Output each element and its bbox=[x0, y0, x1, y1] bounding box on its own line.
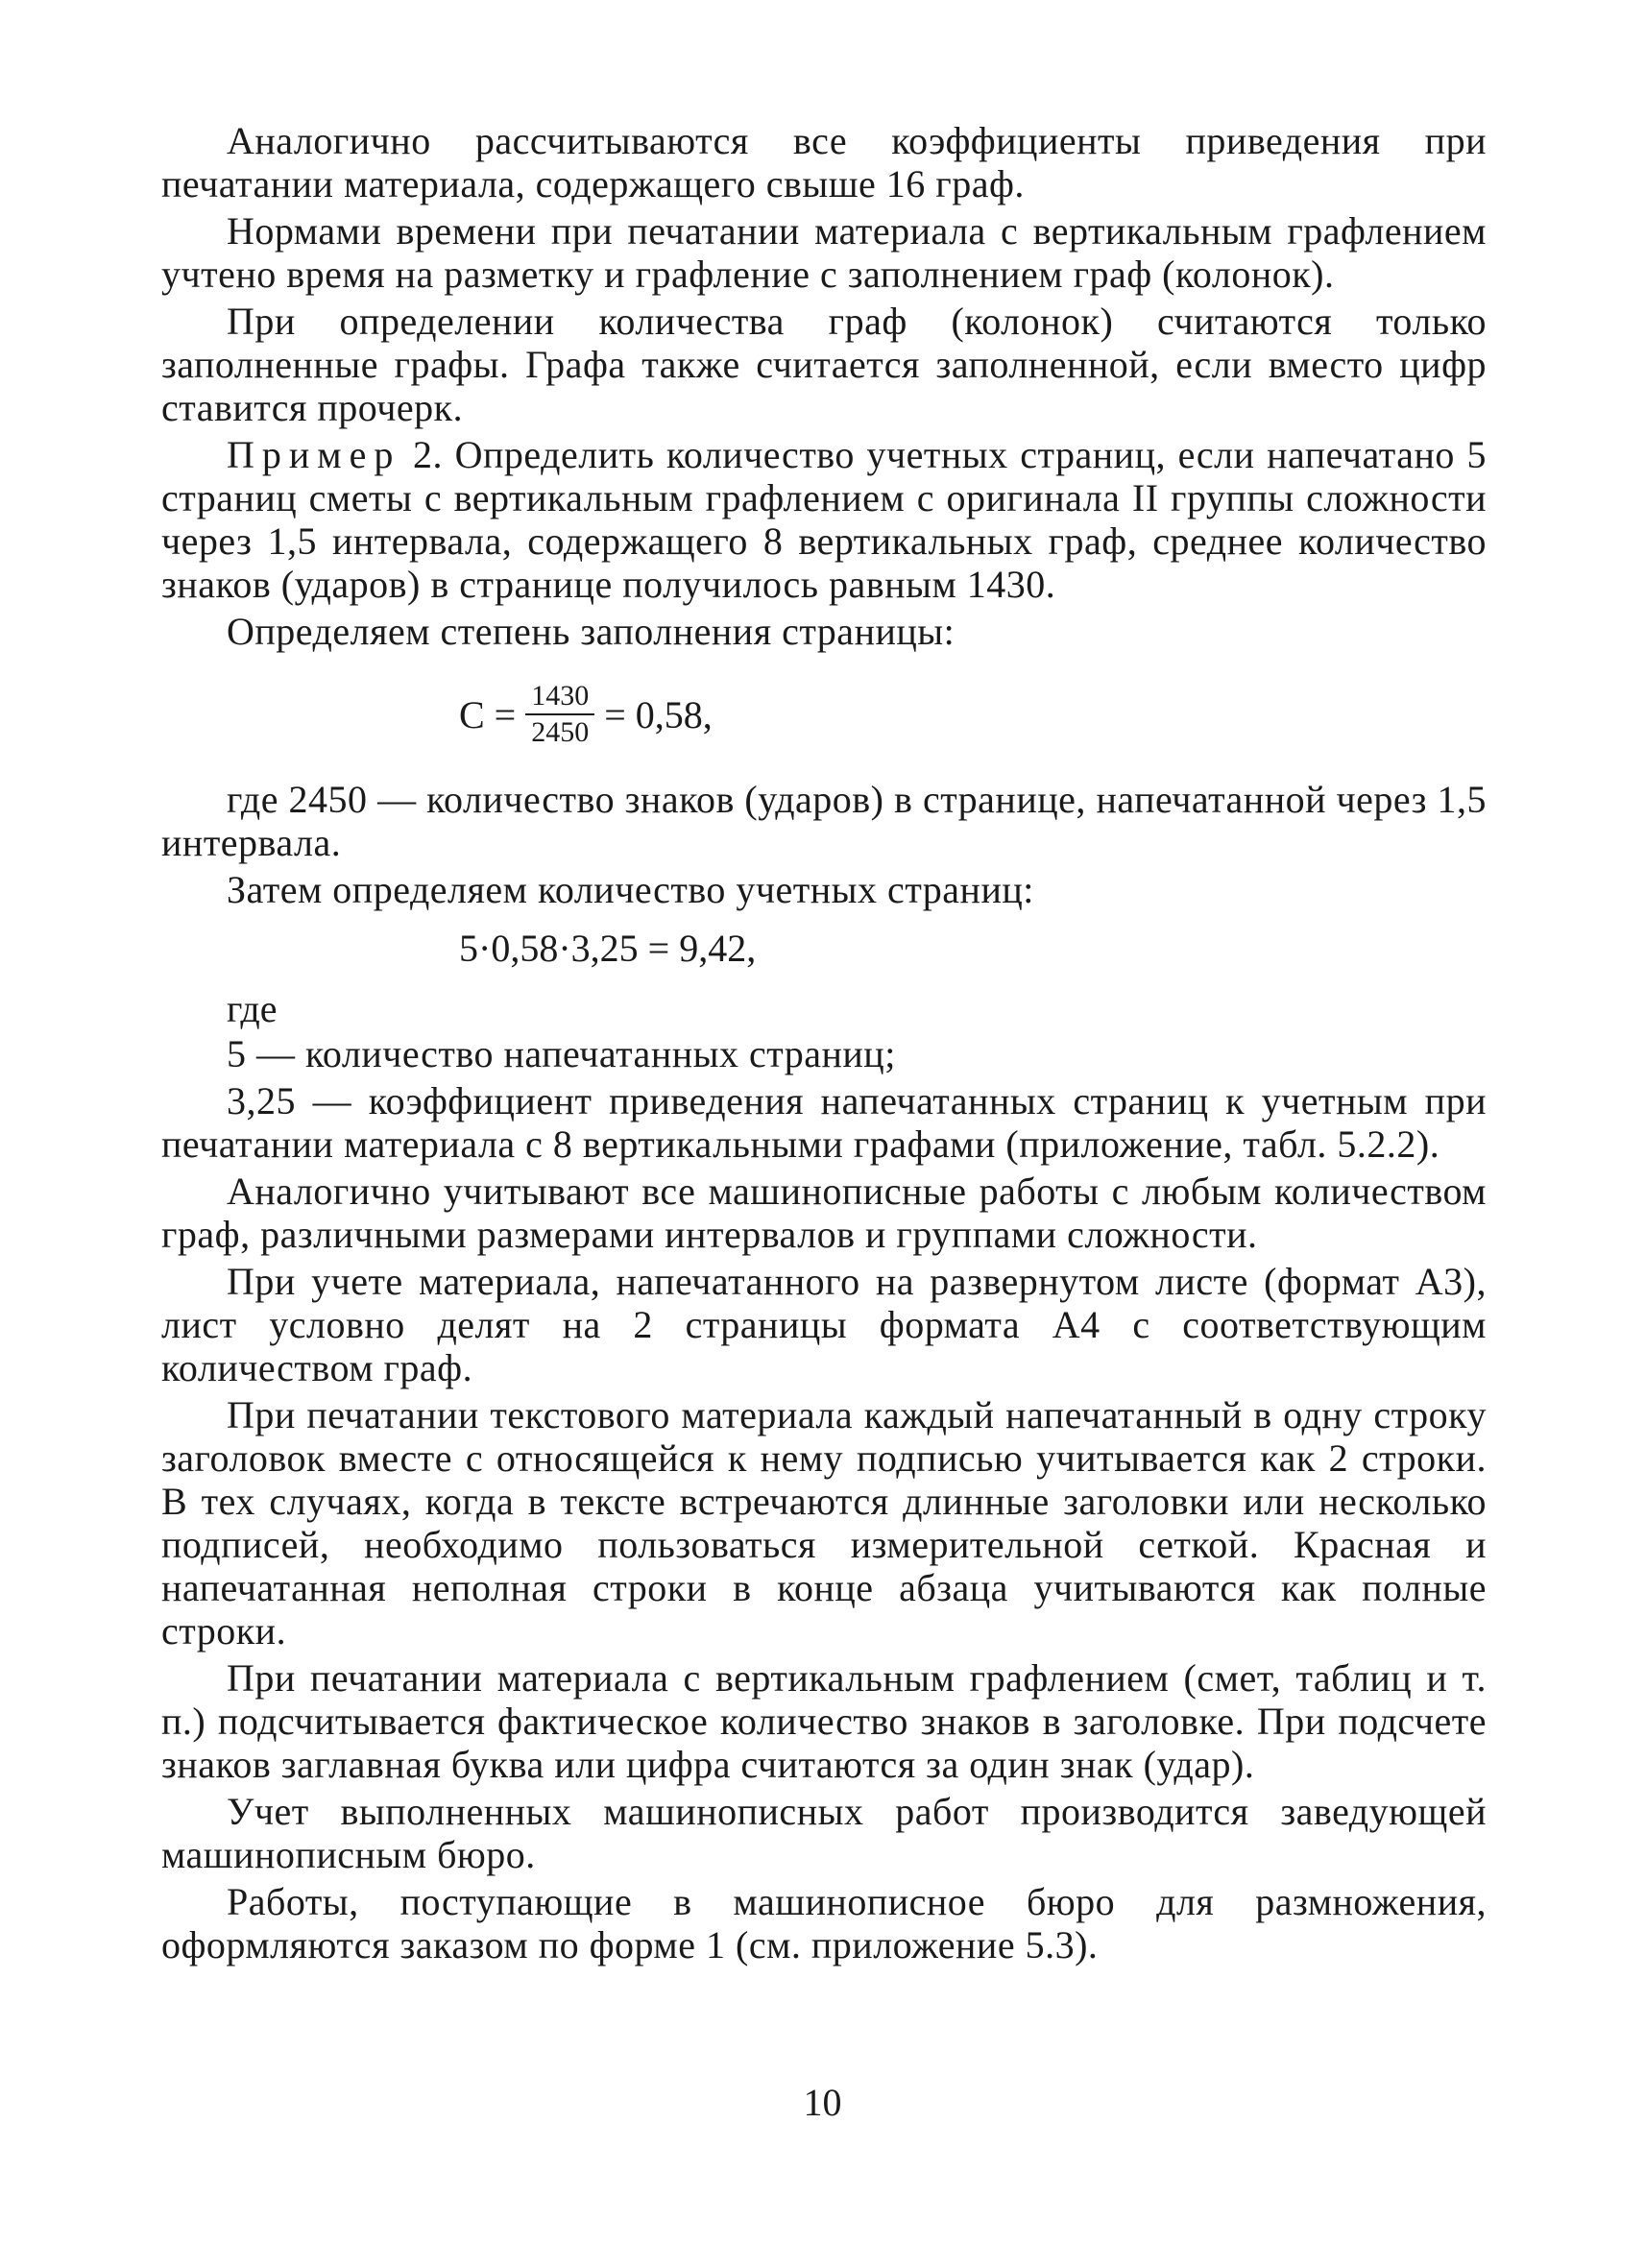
paragraph-15: Учет выполненных машинописных работ производится заведующей машинописным бюро. bbox=[161, 1790, 1487, 1876]
example-label: Пример bbox=[227, 433, 401, 476]
page-number: 10 bbox=[803, 2081, 842, 2124]
paragraph-1: Аналогично рассчитываются все коэффициенты приведения при печатании материала, содержащего свыше 16 граф. bbox=[161, 119, 1487, 205]
where-label: где bbox=[227, 987, 278, 1030]
paragraph-14: При печатании материала с вертикальным графлением (смет, таблиц и т. п.) подсчитывается фактическое количество знаков в заголовке. При подсчете знаков заглавная буква или цифра считаются за один знак (удар). bbox=[161, 1656, 1487, 1786]
paragraph-12: При учете материала, напечатанного на развернутом листе (формат А3), лист условно делят на 2 страницы формата А4 с соответствующим количеством граф. bbox=[161, 1260, 1487, 1389]
example-text: 2. Определить количество учетных страниц, если напечатано 5 страниц сметы с вертикальным графлением с оригинала II группы сложности через 1,5 интервала, содержащего 8 вертикальных граф, среднее количество знаков (ударов) в странице получилось равным 1430. bbox=[161, 433, 1487, 606]
formula-pages: 5·0,58·3,25 = 9,42, bbox=[459, 927, 757, 970]
fraction-denominator: 2450 bbox=[531, 716, 590, 748]
paragraph-13: При печатании текстового материала каждый напечатанный в одну строку заголовок вместе с относящейся к нему подписью учитывается как 2 строки. В тех случаях, когда в тексте встречаются длинные заголовки или несколько подписей, необходимо пользоваться измерительной сеткой. Красная и напечатанная неполная строки в конце абзаца учитываются как полные строки. bbox=[161, 1393, 1487, 1653]
page-body bbox=[161, 119, 1487, 1970]
formula-fraction bbox=[525, 680, 594, 749]
formula-fill-ratio bbox=[161, 668, 1487, 760]
paragraph-16: Работы, поступающие в машинописное бюро для размножения, оформляются заказом по форме 1 (см. приложение 5.3). bbox=[161, 1880, 1487, 1966]
paragraph-5: Определяем степень заполнения страницы: bbox=[227, 610, 956, 653]
paragraph-10: 3,25 — коэффициент приведения напечатанных страниц к учетным при печатании материала с 8 вертикальными графами (приложение, табл. 5.2.2). bbox=[161, 1079, 1487, 1166]
paragraph-11: Аналогично учитывают все машинописные работы с любым количеством граф, различными размерами интервалов и группами сложности. bbox=[161, 1170, 1487, 1256]
paragraph-6: где 2450 — количество знаков (ударов) в странице, напечатанной через 1,5 интервала. bbox=[161, 778, 1487, 864]
fraction-numerator: 1430 bbox=[525, 680, 594, 715]
paragraph-2: Нормами времени при печатании материала с вертикальным графлением учтено время на разметку и графление с заполнением граф (колонок). bbox=[161, 209, 1487, 296]
paragraph-7: Затем определяем количество учетных страниц: bbox=[227, 868, 1034, 911]
formula-rhs: = 0,58, bbox=[604, 692, 713, 736]
paragraph-9: 5 — количество напечатанных страниц; bbox=[227, 1032, 896, 1075]
paragraph-3: При определении количества граф (колонок) считаются только заполненные графы. Графа также считается заполненной, если вместо цифр ставится прочерк. bbox=[161, 300, 1487, 429]
formula-lhs: С = bbox=[459, 692, 517, 736]
paragraph-example-2 bbox=[161, 433, 1487, 606]
